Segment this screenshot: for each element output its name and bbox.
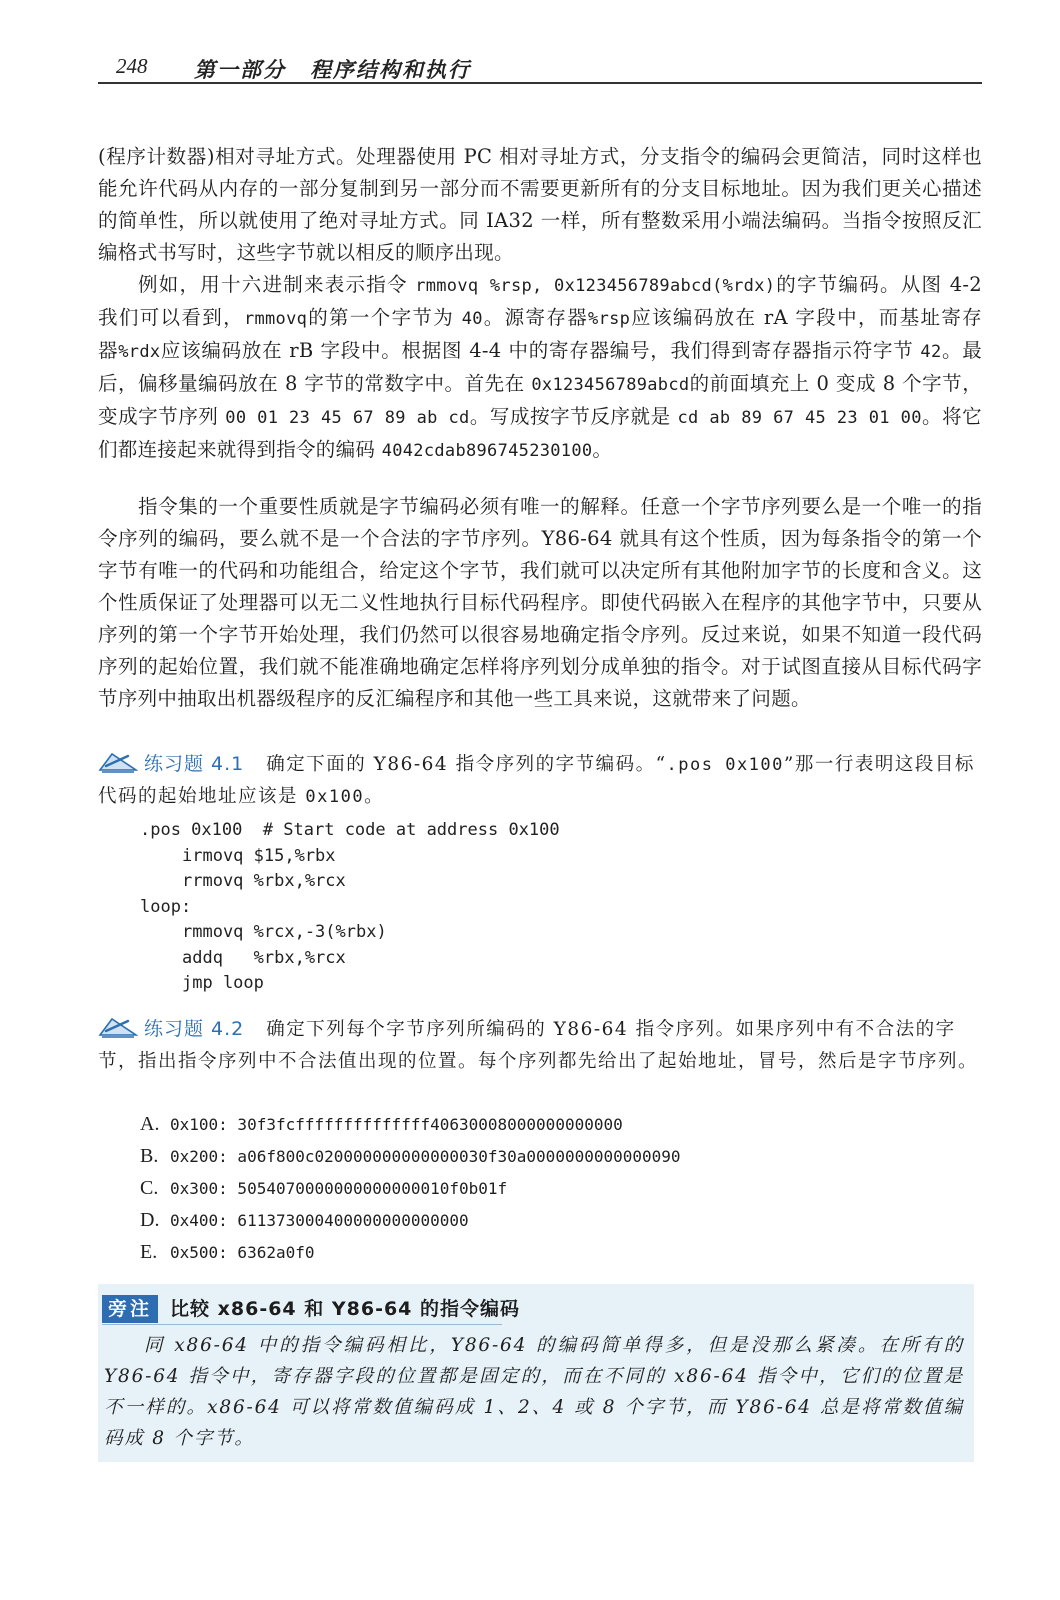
pencil-exercise-icon: [98, 1015, 138, 1039]
text-run: 。源寄存器: [482, 306, 589, 329]
code-line: irmovq $15,%rbx: [182, 845, 336, 866]
exercise-label: 练习题 4.2: [144, 1018, 245, 1040]
aside-body: 同 x86-64 中的指令编码相比，Y86-64 的编码简单得多，但是没那么紧凑。在所有的 Y86-64 指令中，寄存器字段的位置都是固定的，而在不同的 x86-64 指令中，它们的位置是不一样的。x86-64 可以将常数值编码成 1、2、4 或 8 个字节，而 Y86-64 总是将常数值编码成 8 个字节。: [104, 1335, 964, 1449]
code-run: 4042cdab896745230100: [381, 441, 593, 461]
code-run: rmmovq %rsp, 0x123456789abcd(%rdx): [415, 276, 776, 296]
option-letter: C.: [140, 1177, 159, 1199]
aside-title: 比较 x86-64 和 Y86-64 的指令编码: [170, 1298, 521, 1320]
paragraph-3: 指令集的一个重要性质就是字节编码必须有唯一的解释。任意一个字节序列要么是一个唯一的指令序列的编码，要么就不是一个合法的字节序列。Y86-64 就具有这个性质，因为每条指令的第一个字节有唯一的代码和功能组合，给定这个字节，我们就可以决定所有其他附加字节的长度和含义。这个性质保证了处理器可以无二义性地执行目标代码程序。即使代码嵌入在程序的其他字节中，只要从序列的第一个字节开始处理，我们仍然可以很容易地确定指令序列。反过来说，如果不知道一段代码序列的起始位置，我们就不能准确地确定怎样将序列划分成单独的指令。对于试图直接从目标代码字节序列中抽取出机器级程序的反汇编程序和其他一些工具来说，这就带来了问题。: [98, 495, 982, 710]
code-line: loop:: [140, 896, 192, 917]
text-run: ”那一行表明这段目标代码的起始地址应该是: [98, 754, 975, 807]
text-run: 确定下面的 Y86-64 指令序列的字节编码。“: [266, 754, 667, 775]
part-label: 第一部分: [194, 57, 286, 82]
option-value: 0x200: a06f800c020000000000000030f30a0000000000000090: [170, 1147, 681, 1166]
exercise-4-1: [98, 748, 982, 813]
text-run: 的前面填充上 0 变成 8 个字节，变成字节序列: [98, 372, 983, 428]
code-run: %rdx: [118, 342, 161, 362]
aside-header: [102, 1294, 520, 1324]
option-letter: A.: [140, 1113, 160, 1135]
option-a: [140, 1108, 940, 1140]
exercise-label: 练习题 4.1: [144, 753, 245, 775]
exercise-4-2: [98, 1013, 982, 1078]
paragraph-1: (程序计数器)相对寻址方式。处理器使用 PC 相对寻址方式，分支指令的编码会更简洁，同时这样也能允许代码从内存的一部分复制到另一部分而不需要更新所有的分支目标地址。因为我们更关心描述的简单性，所以就使用了绝对寻址方式。同 IA32 一样，所有整数采用小端法编码。当指令按照反汇编格式书写时，这些字节就以相反的顺序出现。: [98, 145, 982, 264]
text-run: 。: [364, 786, 385, 807]
text-run: 。将它们都连接起来就得到指令的编码: [98, 405, 982, 461]
option-e: [140, 1236, 940, 1268]
running-header: [98, 54, 982, 84]
option-letter: E.: [140, 1241, 158, 1263]
option-value: 0x100: 30f3fcffffffffffffff40630008000000000000: [170, 1115, 623, 1134]
option-d: [140, 1204, 940, 1236]
option-value: 0x400: 611373000400000000000000: [170, 1211, 469, 1230]
option-b: [140, 1140, 940, 1172]
paragraph-2: [98, 269, 982, 467]
option-letter: D.: [140, 1209, 160, 1231]
option-value: 0x500: 6362a0f0: [170, 1243, 315, 1262]
text-run: 。最后，偏移量编码放在 8 字节的常数字中。首先在: [98, 339, 983, 395]
code-run: 0x100: [305, 787, 365, 807]
aside-rule: [102, 1324, 502, 1325]
answer-options: [140, 1108, 940, 1268]
text-run: 应该编码放在 rB 字段中。根据图 4-4 中的寄存器编号，我们得到寄存器指示符字节: [160, 339, 921, 362]
header-rule: [98, 82, 982, 84]
code-run: %rsp: [588, 309, 631, 329]
code-run: 0x123456789abcd: [531, 375, 690, 395]
code-line: .pos 0x100 # Start code at address 0x100: [140, 820, 560, 840]
code-line: rrmovq %rbx,%rcx: [182, 871, 346, 891]
exercise-text: 确定下列每个字节序列所编码的 Y86-64 指令序列。如果序列中有不合法的字节，指出指令序列中不合法值出现的位置。每个序列都先给出了起始地址，冒号，然后是字节序列。: [98, 1019, 979, 1072]
code-run: 00 01 23 45 67 89 ab cd: [225, 408, 470, 428]
code-run: 40: [461, 309, 483, 329]
code-line: addq %rbx,%rcx: [182, 947, 346, 968]
aside-box: [98, 1284, 974, 1462]
text-run: 的第一个字节为: [307, 306, 462, 329]
code-line: jmp loop: [182, 973, 264, 993]
option-letter: B.: [140, 1145, 159, 1167]
code-run: 42: [920, 342, 942, 362]
text-run: 。写成按字节反序就是: [469, 405, 678, 428]
page-number: 248: [116, 54, 148, 78]
text-run: 的字节编码。从图 4-2 我们可以看到，: [98, 273, 982, 329]
code-listing: [140, 818, 840, 997]
text-run: 例如，用十六进制来表示指令: [138, 273, 416, 296]
option-c: [140, 1172, 940, 1204]
text-run: 。: [592, 438, 613, 461]
text-run: 应该编码放在 rA 字段中，而基址寄存器: [98, 306, 982, 362]
part-title: 程序结构和执行: [310, 57, 471, 82]
option-value: 0x300: 5054070000000000000010f0b01f: [170, 1179, 508, 1198]
code-run: .pos 0x100: [666, 755, 784, 775]
pencil-exercise-icon: [98, 750, 138, 774]
aside-tag: 旁注: [102, 1295, 158, 1323]
code-run: rmmovq: [243, 309, 308, 329]
code-run: cd ab 89 67 45 23 01 00: [677, 408, 922, 428]
code-line: rmmovq %rcx,-3(%rbx): [182, 922, 387, 942]
